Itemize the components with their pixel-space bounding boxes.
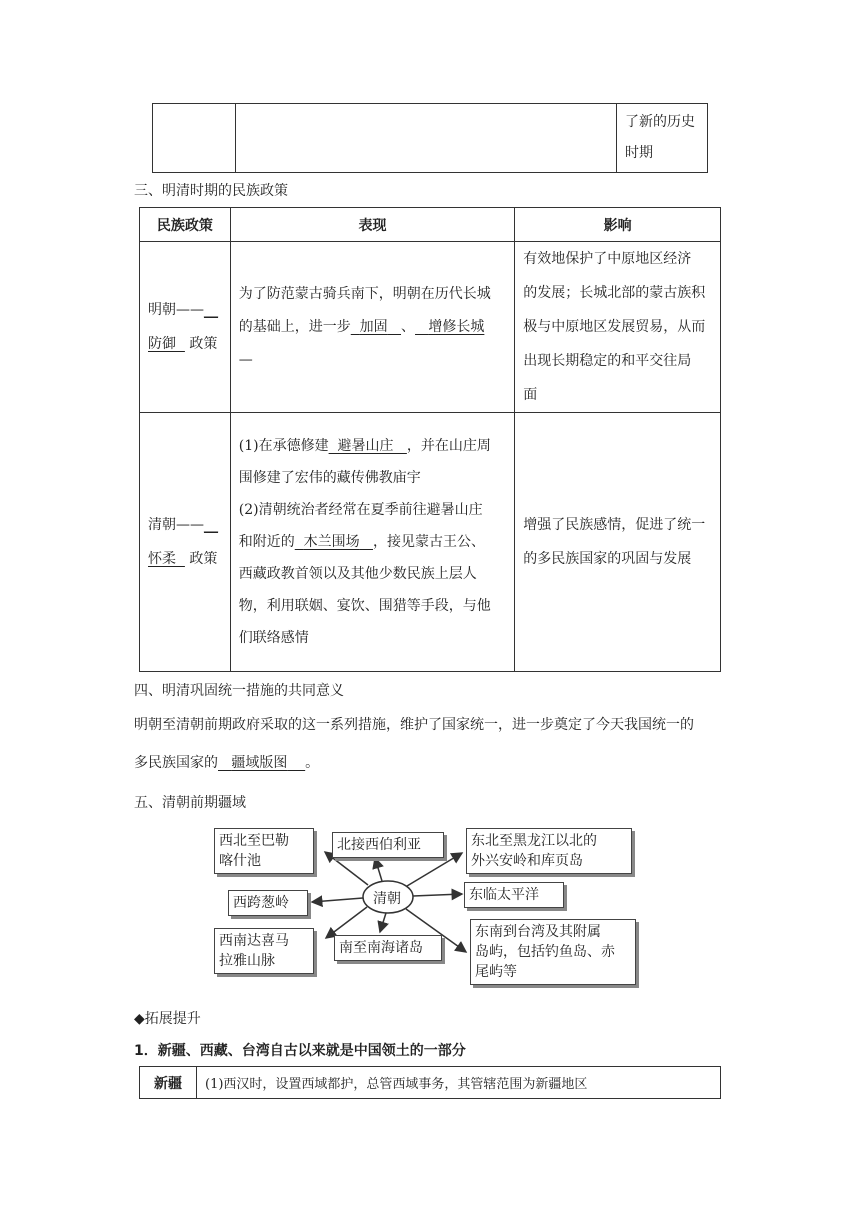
- qing-p1-c: 围修建了宏伟的藏传佛教庙宇: [238, 470, 421, 486]
- node-line: 西北至巴勒: [219, 833, 289, 849]
- node-southwest: [214, 928, 314, 974]
- ming-impact-line: 极与中原地区发展贸易，从而: [523, 319, 706, 335]
- qing-p2-a: (2)清朝统治者经常在夏季前往避暑山庄: [238, 502, 483, 518]
- header-performance: 表现: [230, 208, 514, 242]
- node-west: 西跨葱岭: [228, 890, 308, 916]
- qing-policy-prefix: 清朝——: [148, 517, 204, 533]
- ming-sep: 、: [401, 318, 416, 335]
- ming-policy-blank: 防御: [148, 336, 176, 352]
- node-line: 外兴安岭和库页岛: [471, 853, 583, 869]
- qing-p2-c: ，接见蒙古王公、: [373, 534, 486, 550]
- qing-performance: [230, 413, 514, 672]
- top-table-cell-1: [153, 104, 236, 173]
- ming-impact-line: 面: [523, 387, 538, 403]
- node-southeast: [470, 919, 636, 985]
- ming-policy: 明朝——__ 防御 政策: [140, 242, 231, 413]
- qing-p2-f: 们联络感情: [238, 630, 309, 646]
- ming-policy-prefix: 明朝——: [148, 302, 204, 318]
- xinjiang-text: (1)西汉时，设置西域都护，总管西域事务，其管辖范围为新疆地区: [197, 1067, 721, 1099]
- header-impact: 影响: [515, 208, 721, 242]
- qing-p1-a: (1)在承德修建: [238, 438, 329, 454]
- header-policy: 民族政策: [140, 208, 231, 242]
- qing-p2-e: 物，利用联姻、宴饮、围猎等手段，与他: [238, 598, 491, 614]
- ming-impact-line: 的发展；长城北部的蒙古族积: [523, 285, 706, 301]
- extension-heading: ◆拓展提升: [134, 1011, 201, 1027]
- qing-policy-blank: 怀柔: [148, 551, 176, 567]
- qing-p1-b: ，并在山庄周: [406, 438, 491, 454]
- node-line: 西南达喜马: [219, 933, 289, 949]
- xinjiang-table: [139, 1066, 721, 1099]
- ming-performance: 为了防范蒙古骑兵南下，明朝在历代长城 的基础上，进一步 加固 、 增修长城 —: [230, 242, 514, 413]
- node-line: 尾屿等: [475, 964, 517, 980]
- section4-line1: 明朝至清朝前期政府采取的这一系列措施，维护了国家统一，进一步奠定了今天我国统一的: [134, 717, 694, 733]
- arrow-southwest: [326, 907, 367, 938]
- top-table-cell-3: [617, 104, 708, 173]
- qing-p2-d: 西藏政教首领以及其他少数民族上层人: [238, 566, 477, 582]
- ming-impact-line: 有效地保护了中原地区经济: [523, 251, 692, 267]
- qing-impact: [515, 413, 721, 672]
- qing-row: [140, 413, 721, 672]
- qing-blank-2: 木兰围场: [303, 534, 360, 550]
- qing-impact-line: 的多民族国家的巩固与发展: [523, 551, 692, 567]
- top-table-line: 时期: [625, 145, 653, 161]
- territory-diagram: [200, 822, 660, 992]
- policy-table: [139, 207, 721, 672]
- qing-blank-1: 避暑山庄: [337, 438, 394, 454]
- ming-policy-suffix: 政策: [189, 336, 218, 352]
- xinjiang-label: 新疆: [140, 1067, 197, 1099]
- section5-heading: 五、清朝前期疆域: [134, 795, 246, 811]
- node-line: 岛屿，包括钓鱼岛、赤: [475, 944, 615, 960]
- extension-item-1: 1．新疆、西藏、台湾自古以来就是中国领土的一部分: [134, 1043, 466, 1059]
- node-line: 东南到台湾及其附属: [475, 924, 601, 940]
- ming-impact: [515, 242, 721, 413]
- node-line: 东北至黑龙江以北的: [471, 833, 597, 849]
- top-table: [152, 103, 708, 173]
- section3-heading: 三、明清时期的民族政策: [134, 183, 288, 199]
- center-label: 清朝: [373, 891, 401, 907]
- node-line: 喀什池: [219, 853, 261, 869]
- node-northeast: [466, 828, 632, 874]
- section4-line2-a: 多民族国家的: [134, 755, 218, 771]
- ming-blank-2: 增修长城: [428, 318, 485, 335]
- ming-blank-1: 加固: [359, 318, 388, 335]
- qing-policy-suffix: 政策: [189, 551, 218, 567]
- node-south: 南至南海诸岛: [334, 935, 442, 961]
- top-table-line: 了新的历史: [625, 114, 695, 130]
- qing-impact-line: 增强了民族感情，促进了统一: [523, 517, 706, 533]
- section4-blank: 疆域版图: [231, 755, 288, 771]
- node-line: 拉雅山脉: [219, 953, 275, 969]
- section4-line2: [134, 752, 319, 772]
- ming-perf-text: 的基础上，进一步: [238, 318, 351, 335]
- ming-impact-line: 出现长期稳定的和平交往局: [523, 353, 692, 369]
- qing-p2-b: 和附近的: [238, 534, 295, 550]
- section4-heading: 四、明清巩固统一措施的共同意义: [134, 683, 344, 699]
- arrow-north: [375, 858, 382, 881]
- node-north: 北接西伯利亚: [332, 832, 444, 858]
- top-table-cell-2: [236, 104, 617, 173]
- section4-line2-b: 。: [305, 755, 320, 771]
- arrow-west: [312, 898, 363, 902]
- ming-perf-line: 为了防范蒙古骑兵南下，明朝在历代长城: [238, 285, 491, 302]
- qing-policy: 清朝——__ 怀柔 政策: [140, 413, 231, 672]
- node-east: 东临太平洋: [464, 882, 564, 908]
- arrow-south: [380, 913, 386, 932]
- ming-row: [140, 242, 721, 413]
- arrow-east: [413, 894, 462, 896]
- node-northwest: [214, 828, 314, 874]
